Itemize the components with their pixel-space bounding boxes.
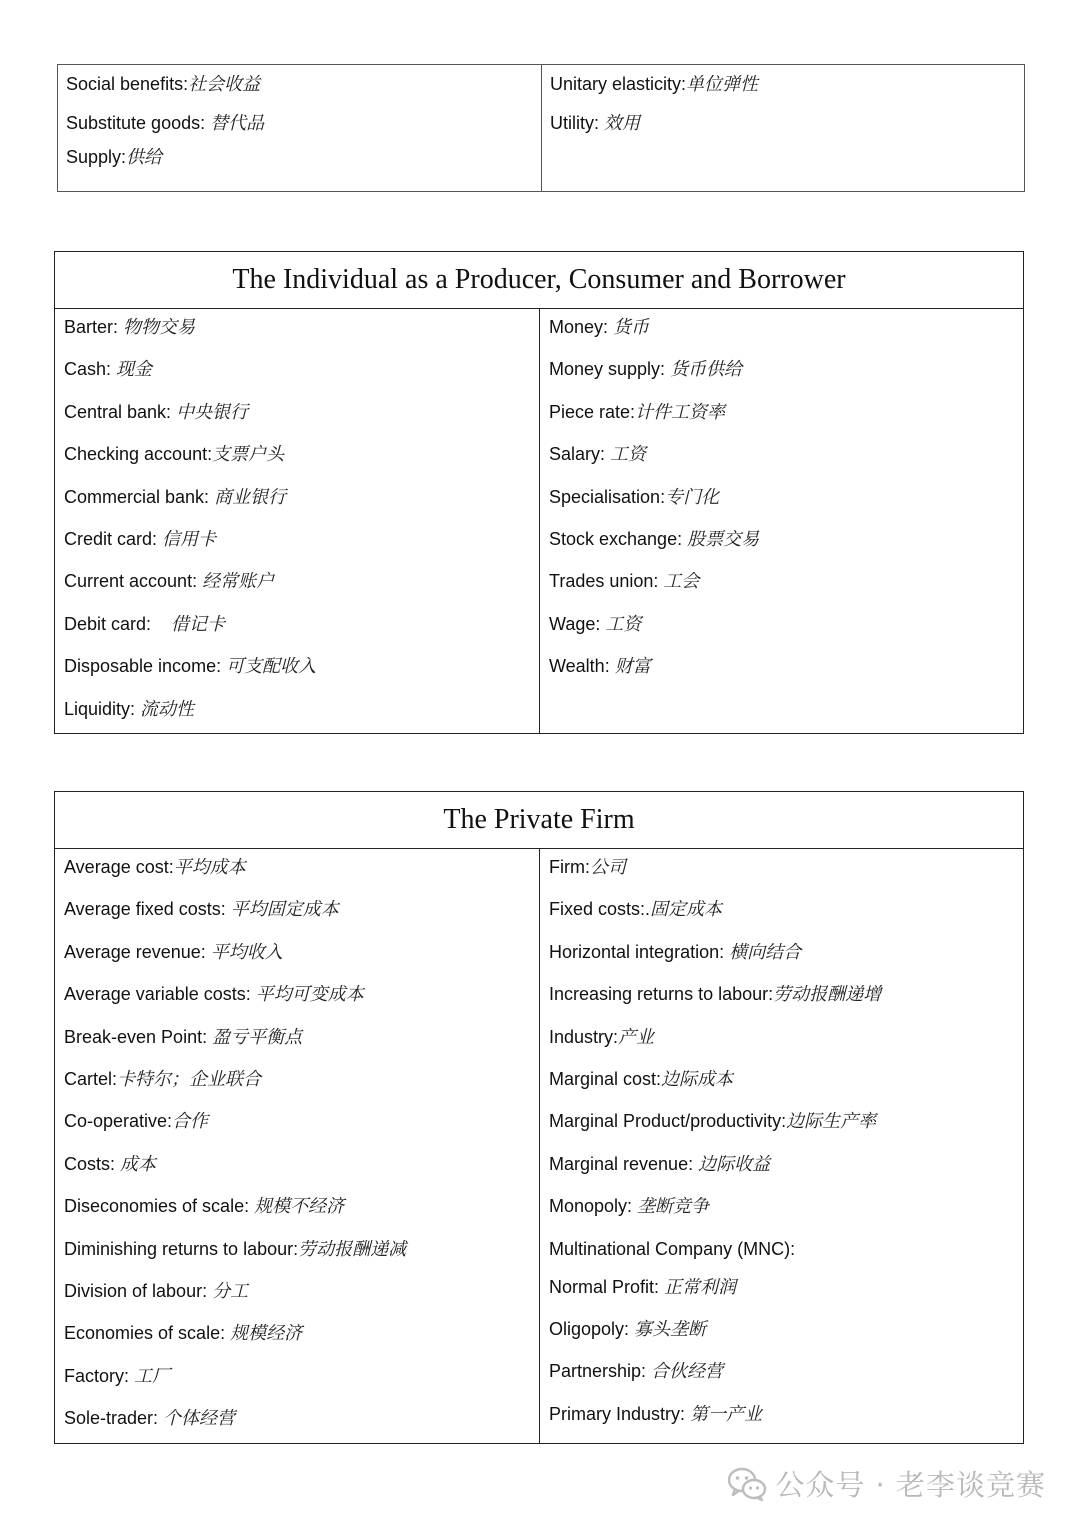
term-cn: 平均固定成本 bbox=[230, 899, 339, 921]
term-en: Normal Profit: bbox=[549, 1276, 665, 1297]
glossary-entry bbox=[64, 612, 530, 636]
term-cn: 借记卡 bbox=[171, 613, 226, 635]
term-cn: 合作 bbox=[172, 1111, 209, 1133]
glossary-entry bbox=[549, 612, 1014, 636]
term-cn: 合伙经营 bbox=[651, 1361, 724, 1383]
firm-left-column bbox=[55, 849, 539, 1443]
glossary-entry bbox=[549, 654, 1014, 678]
glossary-entry bbox=[549, 940, 1014, 964]
term-cn: 公司 bbox=[589, 857, 626, 878]
term-cn: 工会 bbox=[663, 571, 700, 593]
term-cn: 物物交易 bbox=[123, 317, 196, 338]
term-en: Oligopoly: bbox=[549, 1318, 635, 1339]
term-cn: 工资 bbox=[605, 613, 642, 635]
term-cn: 规模经济 bbox=[230, 1323, 303, 1345]
term-cn: 经常账户 bbox=[202, 571, 275, 593]
term-cn: 横向结合 bbox=[729, 941, 802, 963]
section-body bbox=[55, 309, 1023, 733]
glossary-entry bbox=[64, 1152, 530, 1176]
term-en: Substitute goods: bbox=[66, 113, 211, 133]
term-cn: 边际收益 bbox=[698, 1153, 771, 1175]
term-en: Money supply: bbox=[549, 359, 671, 380]
term-en: Social benefits: bbox=[66, 74, 189, 94]
wechat-icon bbox=[727, 1466, 767, 1502]
individual-glossary-table bbox=[54, 251, 1024, 734]
term-en: Increasing returns to labour: bbox=[549, 984, 774, 1005]
term-cn: 边际生产率 bbox=[786, 1111, 877, 1133]
section-body bbox=[55, 849, 1023, 1443]
term-en: Partnership: bbox=[549, 1361, 652, 1382]
term-en: Sole-trader: bbox=[64, 1408, 164, 1429]
term-en: Wage: bbox=[549, 613, 606, 634]
term-en: Diseconomies of scale: bbox=[64, 1196, 255, 1217]
term-cn: 社会收益 bbox=[188, 74, 261, 95]
glossary-entry bbox=[549, 400, 1014, 424]
individual-right-column bbox=[539, 309, 1023, 733]
glossary-entry bbox=[64, 1067, 530, 1091]
term-en: Utility: bbox=[550, 113, 604, 133]
glossary-entry bbox=[64, 1364, 530, 1388]
section-title: The Private Firm bbox=[55, 792, 1023, 849]
glossary-entry bbox=[549, 1359, 1014, 1383]
glossary-entry bbox=[64, 982, 530, 1006]
glossary-entry bbox=[64, 1279, 530, 1303]
glossary-entry bbox=[549, 569, 1014, 593]
glossary-entry bbox=[66, 147, 533, 167]
term-cn: 替代品 bbox=[210, 113, 265, 134]
term-en: Diminishing returns to labour: bbox=[64, 1238, 299, 1259]
glossary-entry bbox=[64, 315, 530, 339]
term-en: Debit card: bbox=[64, 613, 172, 634]
term-cn: 工资 bbox=[610, 444, 647, 466]
term-cn: 平均收入 bbox=[210, 941, 283, 963]
term-en: Factory: bbox=[64, 1365, 135, 1386]
term-en: Unitary elasticity: bbox=[550, 74, 687, 94]
glossary-entry bbox=[64, 527, 530, 551]
term-cn: 规模不经济 bbox=[254, 1196, 345, 1218]
term-cn: 卡特尔；企业联合 bbox=[117, 1068, 262, 1090]
glossary-entry bbox=[64, 1406, 530, 1430]
term-en: Specialisation: bbox=[549, 486, 666, 507]
term-cn: 计件工资率 bbox=[635, 401, 726, 423]
glossary-entry bbox=[64, 1025, 530, 1049]
glossary-entry bbox=[549, 1067, 1014, 1091]
term-en: Fixed costs:. bbox=[549, 899, 651, 920]
term-en: Average cost: bbox=[64, 857, 174, 877]
term-cn: 平均可变成本 bbox=[255, 984, 364, 1006]
glossary-entry bbox=[549, 1194, 1014, 1218]
term-en: Division of labour: bbox=[64, 1280, 213, 1301]
term-en: Cartel: bbox=[64, 1068, 118, 1089]
glossary-entry bbox=[550, 74, 1016, 94]
glossary-entry bbox=[64, 1194, 530, 1218]
glossary-entry bbox=[549, 897, 1014, 921]
term-cn: 正常利润 bbox=[664, 1276, 737, 1298]
glossary-entry bbox=[549, 527, 1014, 551]
glossary-entry bbox=[549, 1402, 1014, 1426]
glossary-entry bbox=[64, 485, 530, 509]
glossary-entry bbox=[64, 400, 530, 424]
glossary-entry bbox=[64, 1109, 530, 1133]
term-cn: 支票户头 bbox=[212, 444, 285, 466]
term-cn: 专门化 bbox=[665, 486, 720, 508]
watermark bbox=[727, 1463, 1046, 1504]
term-cn: 平均成本 bbox=[173, 857, 246, 878]
term-cn: 单位弹性 bbox=[686, 74, 759, 95]
term-cn: 边际成本 bbox=[661, 1068, 734, 1090]
term-en: Disposable income: bbox=[64, 656, 227, 677]
glossary-entry bbox=[550, 113, 1016, 133]
term-en: Horizontal integration: bbox=[549, 941, 730, 962]
glossary-entry bbox=[64, 697, 530, 721]
term-en: Salary: bbox=[549, 444, 611, 465]
term-en: Economies of scale: bbox=[64, 1323, 231, 1344]
top-table-right-column bbox=[541, 65, 1024, 191]
term-en: Marginal cost: bbox=[549, 1068, 662, 1089]
glossary-entry bbox=[64, 654, 530, 678]
term-cn: 供给 bbox=[126, 147, 163, 168]
glossary-entry bbox=[549, 442, 1014, 466]
glossary-entry bbox=[66, 74, 533, 94]
term-cn: 效用 bbox=[604, 113, 640, 134]
private-firm-glossary-table bbox=[54, 791, 1024, 1444]
glossary-entry bbox=[64, 940, 530, 964]
individual-left-column bbox=[55, 309, 539, 733]
term-en: Break-even Point: bbox=[64, 1026, 213, 1047]
term-cn: 成本 bbox=[120, 1153, 157, 1175]
term-en: Co-operative: bbox=[64, 1111, 173, 1132]
term-cn: 劳动报酬递减 bbox=[298, 1238, 407, 1260]
top-table-left-column bbox=[58, 65, 541, 191]
term-en: Average variable costs: bbox=[64, 984, 256, 1005]
term-en: Cash: bbox=[64, 359, 117, 380]
term-en: Checking account: bbox=[64, 444, 213, 465]
term-cn: 盈亏平衡点 bbox=[212, 1026, 303, 1048]
term-en: Piece rate: bbox=[549, 401, 636, 422]
term-en: Current account: bbox=[64, 571, 203, 592]
glossary-entry bbox=[549, 1237, 1014, 1261]
term-cn: 流动性 bbox=[140, 698, 195, 720]
watermark-text: 公众号 · 老李谈竞赛 bbox=[775, 1468, 1046, 1502]
term-cn: 商业银行 bbox=[214, 486, 287, 508]
term-en: Marginal Product/productivity: bbox=[549, 1111, 787, 1132]
term-cn: 货币 bbox=[613, 317, 650, 338]
glossary-entry bbox=[64, 897, 530, 921]
glossary-entry bbox=[549, 485, 1014, 509]
glossary-entry bbox=[549, 855, 1014, 879]
term-en: Trades union: bbox=[549, 571, 664, 592]
term-en: Firm: bbox=[549, 857, 590, 877]
glossary-entry bbox=[64, 442, 530, 466]
term-en: Commercial bank: bbox=[64, 486, 215, 507]
glossary-entry bbox=[549, 1025, 1014, 1049]
glossary-entry bbox=[64, 1321, 530, 1345]
term-cn: 财富 bbox=[614, 656, 651, 678]
glossary-entry bbox=[549, 357, 1014, 381]
term-cn: 第一产业 bbox=[690, 1403, 763, 1425]
term-cn: 寡头垄断 bbox=[634, 1318, 707, 1340]
term-en: Credit card: bbox=[64, 528, 163, 549]
glossary-entry bbox=[64, 569, 530, 593]
term-cn: 中央银行 bbox=[176, 401, 249, 423]
glossary-entry bbox=[549, 1109, 1014, 1133]
firm-right-column bbox=[539, 849, 1023, 1443]
term-cn: 劳动报酬递增 bbox=[773, 984, 882, 1006]
term-en: Average fixed costs: bbox=[64, 899, 231, 920]
term-en: Central bank: bbox=[64, 401, 177, 422]
glossary-entry bbox=[549, 982, 1014, 1006]
term-cn: 个体经营 bbox=[163, 1408, 236, 1430]
glossary-entry bbox=[64, 357, 530, 381]
term-en: Supply: bbox=[66, 147, 127, 167]
section-title: The Individual as a Producer, Consumer and Borrower bbox=[55, 252, 1023, 309]
term-en: Primary Industry: bbox=[549, 1403, 691, 1424]
term-en: Marginal revenue: bbox=[549, 1153, 699, 1174]
term-cn: 固定成本 bbox=[650, 899, 723, 921]
term-en: Liquidity: bbox=[64, 698, 141, 719]
glossary-entry bbox=[64, 1237, 530, 1261]
term-en: Monopoly: bbox=[549, 1196, 638, 1217]
glossary-entry bbox=[549, 315, 1014, 339]
term-en: Industry: bbox=[549, 1026, 619, 1047]
term-cn: 股票交易 bbox=[687, 528, 760, 550]
term-cn: 信用卡 bbox=[162, 528, 217, 550]
term-cn: 垄断竞争 bbox=[637, 1196, 710, 1218]
term-en: Wealth: bbox=[549, 656, 615, 677]
term-cn: 分工 bbox=[212, 1280, 249, 1302]
glossary-entry bbox=[549, 1152, 1014, 1176]
term-cn: 货币供给 bbox=[670, 359, 743, 381]
term-cn: 可支配收入 bbox=[226, 656, 317, 678]
glossary-entry bbox=[549, 1317, 1014, 1341]
glossary-entry bbox=[64, 855, 530, 879]
term-cn: 现金 bbox=[116, 359, 153, 381]
glossary-entry bbox=[66, 113, 533, 133]
top-glossary-table bbox=[57, 64, 1025, 192]
term-en: Money: bbox=[549, 317, 614, 337]
term-en: Average revenue: bbox=[64, 941, 211, 962]
glossary-entry bbox=[549, 1275, 1014, 1299]
term-en: Stock exchange: bbox=[549, 528, 688, 549]
term-cn: 产业 bbox=[618, 1026, 655, 1048]
term-en: Multinational Company (MNC): bbox=[549, 1238, 796, 1259]
term-cn: 工厂 bbox=[134, 1365, 171, 1387]
term-en: Costs: bbox=[64, 1153, 121, 1174]
term-en: Barter: bbox=[64, 317, 124, 337]
